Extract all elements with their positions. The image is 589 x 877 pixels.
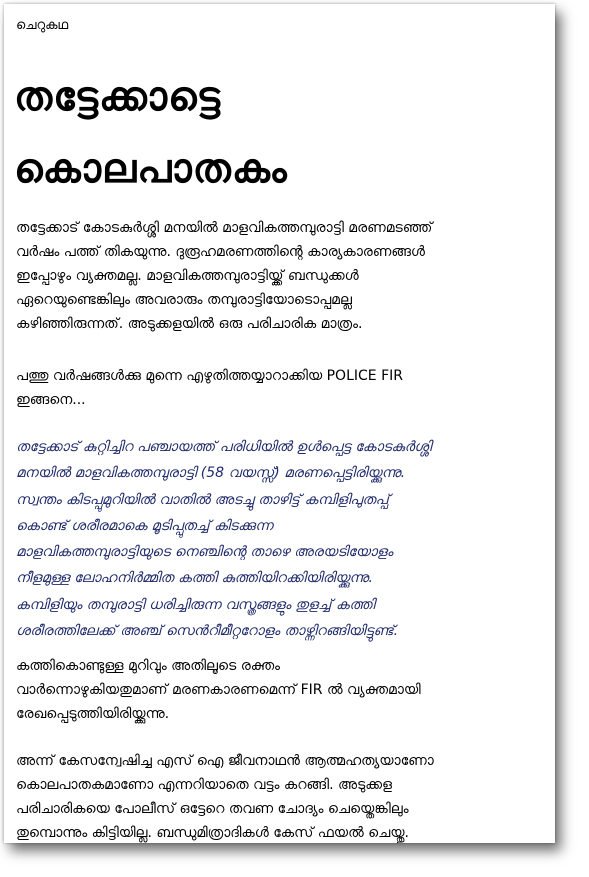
fir-intro-paragraph: [16, 364, 546, 412]
text-line: തട്ടേക്കാട് കോടകുർശ്ശി മനയിൽ മാളവികത്തമ്പുരാട്ടി മരണമടഞ്ഞ്: [16, 220, 433, 236]
text-line: മനയിൽ മാളവികത്തമ്പുരാട്ടി (58 വയസ്സ്) മരണപ്പെട്ടിരിയ്ക്കുന്നു.: [16, 465, 406, 482]
story-title-line-2: കൊലപാതകം: [14, 146, 288, 192]
text-line: മാളവികത്തമ്പുരാട്ടിയുടെ നെഞ്ചിന്റെ താഴെ അരയടിയോളം: [16, 544, 393, 561]
text-line: പരിചാരികയെ പോലീസ് ഒട്ടേറെ തവണ ചോദ്യം ചെയ്തെങ്കിലും: [16, 801, 409, 817]
document-page: [4, 4, 555, 843]
text-line: ഇങ്ങനെ...: [16, 392, 86, 408]
text-line: രേഖപ്പെടുത്തിയിരിയ്ക്കുന്നു.: [16, 706, 170, 722]
text-line: കഴിഞ്ഞിരുന്നത്. അടുക്കളയിൽ ഒരു പരിചാരിക മാത്രം.: [16, 316, 363, 332]
text-line: ഏറെയുണ്ടെങ്കിലും അവരാരും തമ്പുരാട്ടിയോടൊപ്പമല്ല: [16, 292, 352, 308]
investigation-paragraph: [16, 749, 546, 843]
text-line: തട്ടേക്കാട് കുറ്റിച്ചിറ പഞ്ചായത്ത് പരിധിയിൽ ഉൾപ്പെട്ട കോടകുർശ്ശി: [16, 439, 432, 455]
text-line: വർഷം പത്ത് തികയുന്നു. ദുരൂഹമരണത്തിന്റെ കാര്യകാരണങ്ങൾ: [16, 244, 425, 260]
text-line: ഇപ്പോഴും വ്യക്തമല്ല. മാളവികത്തമ്പുരാട്ടിയ്ക്ക് ബന്ധുക്കൾ: [16, 268, 359, 284]
text-line: കത്തികൊണ്ടുള്ള മുറിവും അതിലൂടെ രക്തം: [16, 658, 281, 674]
fir-quote-paragraph: [16, 434, 546, 644]
text-line: വാർന്നൊഴുകിയതുമാണ് മരണകാരണമെന്ന് FIR ൽ വ്യക്തമായി: [16, 682, 421, 698]
genre-label: ചെറുകഥ: [16, 18, 69, 33]
text-line: അന്ന് കേസന്വേഷിച്ച എസ് ഐ ജീവനാഥൻ ആത്മഹത്യയാണോ: [16, 753, 434, 769]
story-title-line-1: തട്ടേക്കാട്ടെ: [14, 74, 221, 120]
text-line: തുമ്പൊന്നും കിട്ടിയില്ല. ബന്ധുമിത്രാദികൾ കേസ് ഫയൽ ചെയ്തു.: [16, 825, 409, 841]
intro-paragraph: [16, 216, 546, 336]
text-line: കൊണ്ട് ശരീരമാകെ മൂടിപ്പുതച്ച് കിടക്കുന്ന: [16, 517, 273, 534]
text-line: കമ്പിളിയും തമ്പുരാട്ടി ധരിച്ചിരുന്ന വസ്ത്രങ്ങളും തുളച്ച് കത്തി: [16, 596, 375, 613]
text-line: സ്വന്തം കിടപ്പുമുറിയിൽ വാതിൽ അടച്ചു താഴിട്ട് കമ്പിളിപുതപ്പ്: [16, 491, 389, 508]
text-line: കൊലപാതകമാണോ എന്നറിയാതെ വട്ടം കറങ്ങി. അടുക്കള: [16, 777, 392, 793]
text-line: ശരീരത്തിലേക്ക് അഞ്ച് സെൻറീമീറ്ററോളം താഴ്ന്നിറങ്ങിയിട്ടുണ്ട്.: [16, 623, 399, 640]
text-line: പത്തു വർഷങ്ങൾക്കു മുന്നെ എഴുതിത്തയ്യാറാക്കിയ POLICE FIR: [16, 368, 403, 384]
cause-paragraph: [16, 654, 546, 726]
text-line: നീളമുള്ള ലോഹനിർമ്മിത കത്തി കുത്തിയിറക്കിയിരിയ്ക്കുന്നു.: [16, 570, 373, 587]
